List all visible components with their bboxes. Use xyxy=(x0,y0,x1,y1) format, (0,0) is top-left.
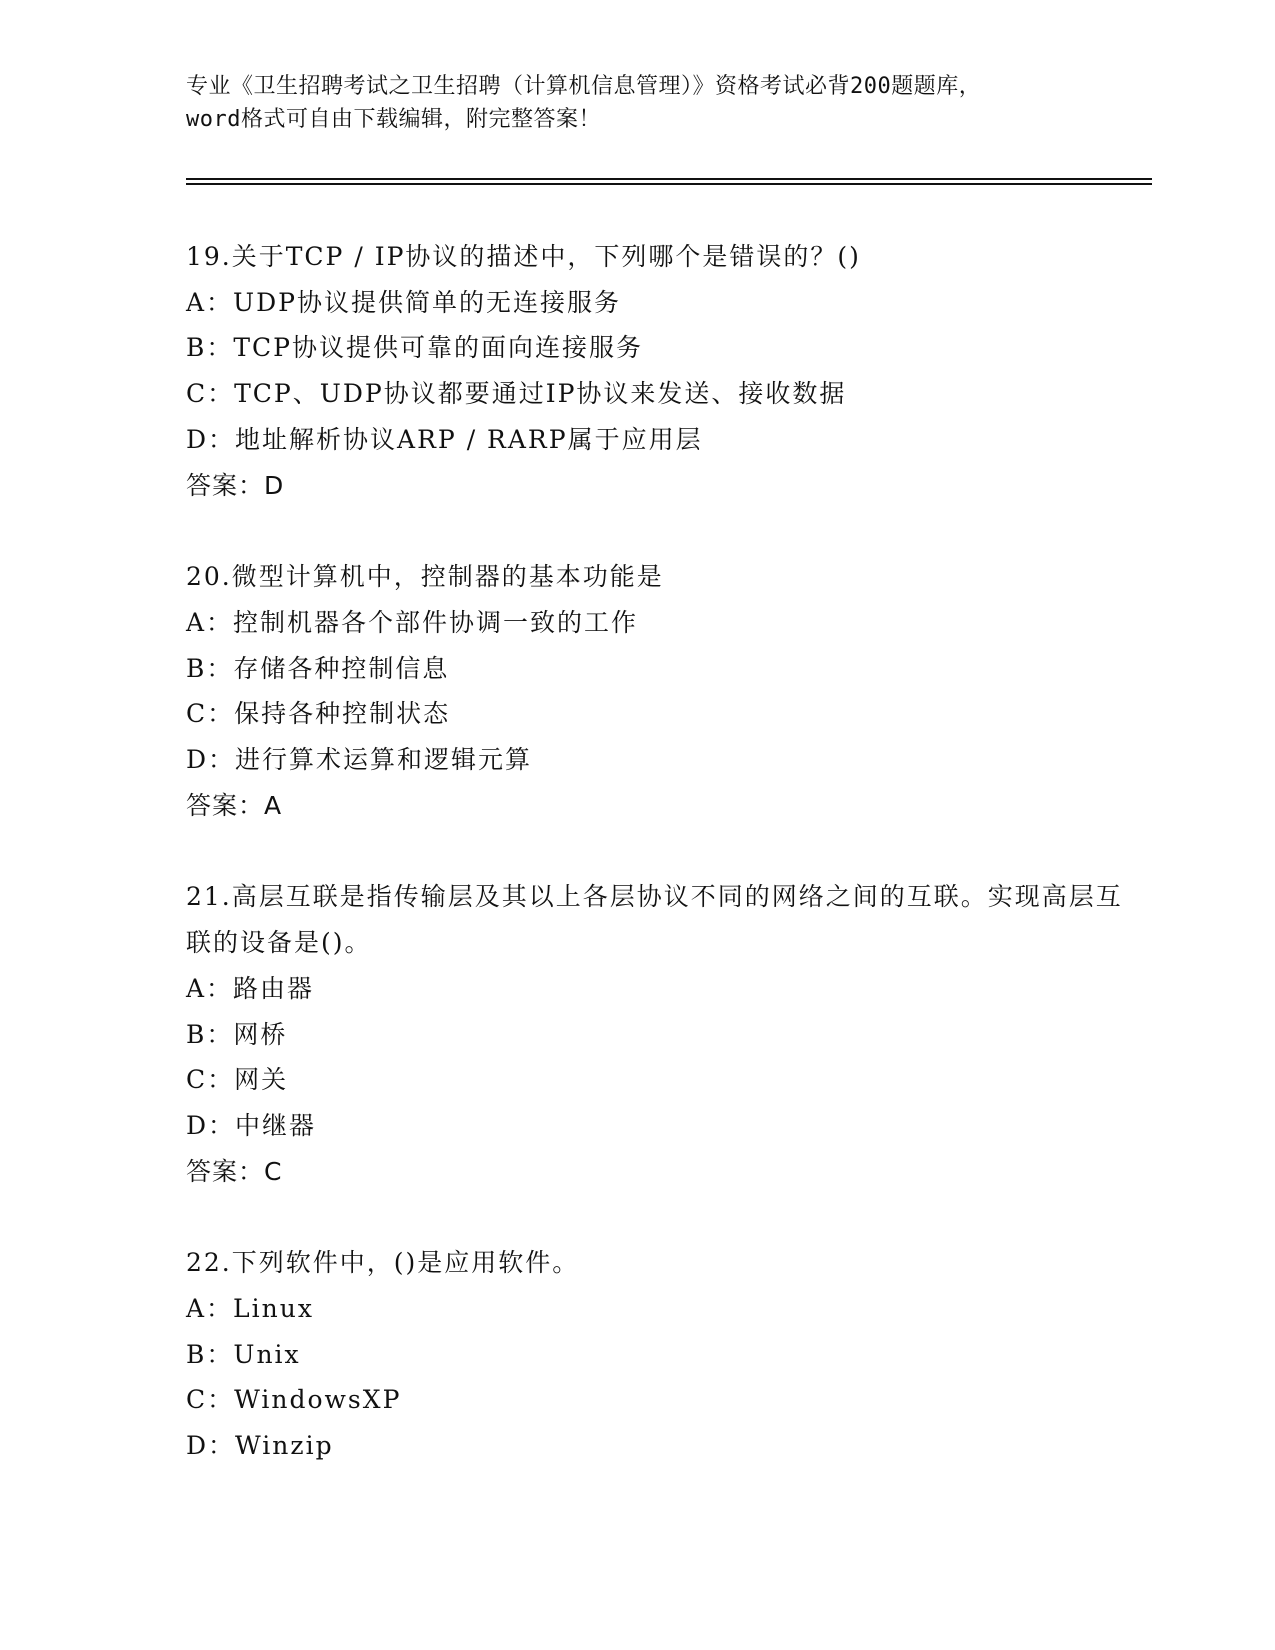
option-d: D：进行算术运算和逻辑元算 xyxy=(186,745,533,775)
option-b: B：存储各种控制信息 xyxy=(186,653,450,683)
option-b: B：网桥 xyxy=(186,1019,288,1049)
option-c: C：WindowsXP xyxy=(186,1385,402,1415)
header-line-2: word格式可自由下载编辑，附完整答案！ xyxy=(186,107,601,132)
question-19 xyxy=(186,234,1146,508)
question-20 xyxy=(186,554,1146,828)
header-line-1: 专业《卫生招聘考试之卫生招聘（计算机信息管理）》资格考试必背200题题库， xyxy=(186,74,982,99)
option-d: D：Winzip xyxy=(186,1431,334,1461)
option-a: A：UDP协议提供简单的无连接服务 xyxy=(186,287,621,317)
question-list xyxy=(186,234,1146,1515)
header-divider-bottom xyxy=(186,183,1152,185)
question-21 xyxy=(186,874,1146,1194)
option-b: B：Unix xyxy=(186,1339,301,1369)
option-d: D：中继器 xyxy=(186,1110,317,1140)
question-stem: 20.微型计算机中，控制器的基本功能是 xyxy=(186,562,664,592)
option-a: A：控制机器各个部件协调一致的工作 xyxy=(186,607,639,637)
answer-label: 答案：C xyxy=(186,1156,283,1186)
document-header xyxy=(186,70,1086,136)
question-stem: 22.下列软件中，()是应用软件。 xyxy=(186,1248,580,1278)
option-b: B：TCP协议提供可靠的面向连接服务 xyxy=(186,333,643,363)
question-stem: 21.高层互联是指传输层及其以上各层协议不同的网络之间的互联。实现高层互联的设备是()。 xyxy=(186,882,1123,958)
option-c: C：TCP、UDP协议都要通过IP协议来发送、接收数据 xyxy=(186,379,847,409)
header-divider-top xyxy=(186,178,1152,180)
question-22 xyxy=(186,1240,1146,1469)
answer-label: 答案：D xyxy=(186,470,285,500)
option-c: C：保持各种控制状态 xyxy=(186,699,451,729)
option-a: A：Linux xyxy=(186,1294,314,1324)
question-stem: 19.关于TCP / IP协议的描述中，下列哪个是错误的？() xyxy=(186,242,861,271)
answer-label: 答案：A xyxy=(186,790,283,820)
option-c: C：网关 xyxy=(186,1065,289,1095)
option-d: D：地址解析协议ARP / RARP属于应用层 xyxy=(186,424,703,454)
option-a: A：路由器 xyxy=(186,973,315,1003)
